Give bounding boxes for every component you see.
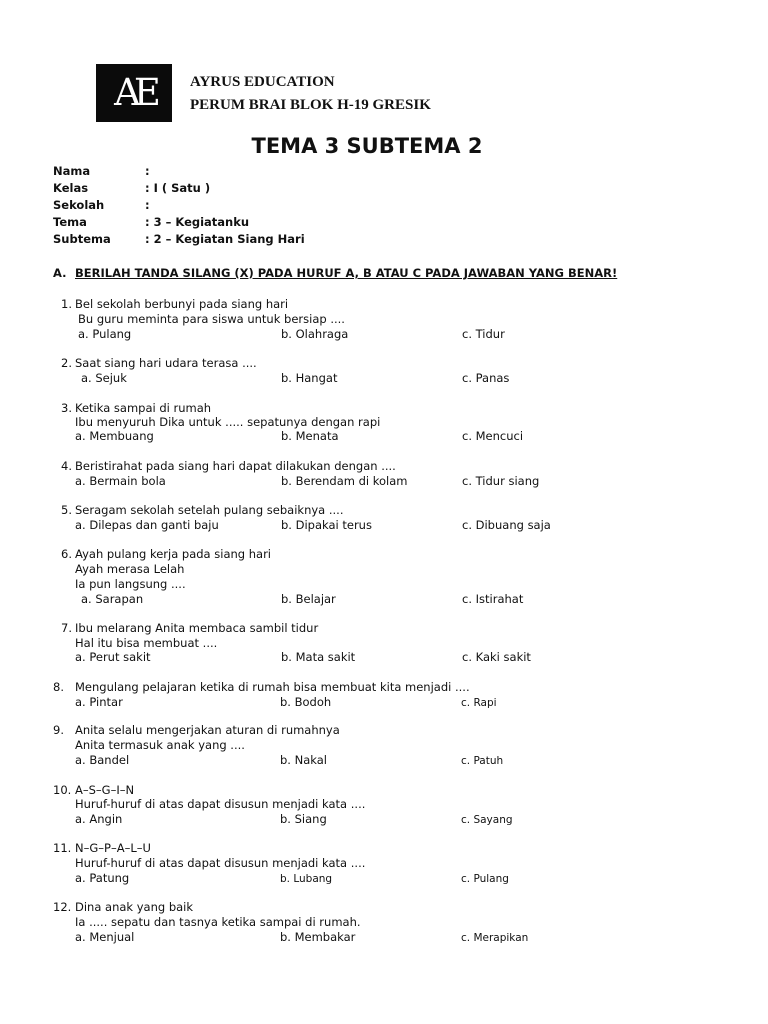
question-number: 4.: [61, 459, 72, 473]
question-text: Ibu menyuruh Dika untuk ..... sepatunya dengan rapi: [75, 415, 381, 429]
identity-label-sekolah: Sekolah: [53, 198, 105, 212]
option-a: a. Dilepas dan ganti baju: [75, 518, 219, 532]
question-text: Ia ..... sepatu dan tasnya ketika sampai di rumah.: [75, 915, 361, 929]
question-text: Dina anak yang baik: [75, 900, 194, 914]
school-logo: [96, 64, 172, 122]
question-text: A–S–G–I–N: [75, 783, 135, 797]
school-name: AYRUS EDUCATION: [190, 74, 335, 90]
identity-label-tema: Tema: [53, 215, 87, 229]
option-a: a. Pulang: [78, 327, 132, 341]
option-b: b. Belajar: [281, 592, 336, 606]
identity-value-subtema: : 2 – Kegiatan Siang Hari: [145, 232, 305, 246]
option-c: c. Tidur: [462, 327, 505, 341]
identity-label-nama: Nama: [53, 164, 91, 178]
question-number: 7.: [61, 621, 72, 635]
question-text: Huruf-huruf di atas dapat disusun menjadi kata ....: [75, 797, 366, 811]
question-text: Anita termasuk anak yang ....: [75, 738, 245, 752]
option-a: a. Membuang: [75, 429, 154, 443]
question-text: N–G–P–A–L–U: [75, 841, 151, 855]
identity-value-nama: :: [145, 164, 150, 178]
question-text: Ayah merasa Lelah: [75, 562, 185, 576]
identity-label-subtema: Subtema: [53, 232, 111, 246]
option-c: c. Pulang: [461, 873, 509, 885]
question-number: 9.: [53, 723, 64, 737]
option-b: b. Dipakai terus: [281, 518, 372, 532]
option-a: a. Perut sakit: [75, 650, 151, 664]
question-text: Ibu melarang Anita membaca sambil tidur: [75, 621, 319, 635]
question-text: Hal itu bisa membuat ....: [75, 636, 218, 650]
option-c: c. Istirahat: [462, 592, 524, 606]
question-number: 6.: [61, 547, 72, 561]
option-a: a. Sarapan: [81, 592, 144, 606]
option-b: b. Olahraga: [281, 327, 349, 341]
question-text: Bu guru meminta para siswa untuk bersiap ....: [78, 312, 345, 326]
question-number: 12.: [53, 900, 72, 914]
option-c: c. Merapikan: [461, 932, 529, 944]
option-a: a. Pintar: [75, 695, 123, 709]
option-b: b. Nakal: [280, 753, 327, 767]
question-text: Bel sekolah berbunyi pada siang hari: [75, 297, 289, 311]
option-b: b. Membakar: [280, 930, 356, 944]
question-number: 5.: [61, 503, 72, 517]
section-instruction: BERILAH TANDA SILANG (X) PADA HURUF A, B ATAU C PADA JAWABAN YANG BENAR!: [75, 266, 618, 280]
option-c: c. Sayang: [461, 814, 513, 826]
option-a: a. Angin: [75, 812, 123, 826]
question-number: 8.: [53, 680, 64, 694]
question-text: Saat siang hari udara terasa ....: [75, 356, 257, 370]
question-number: 2.: [61, 356, 72, 370]
question-text: Ayah pulang kerja pada siang hari: [75, 547, 271, 561]
option-a: a. Bandel: [75, 753, 130, 767]
option-a: a. Bermain bola: [75, 474, 166, 488]
logo-text: AE: [114, 71, 154, 114]
question-number: 3.: [61, 401, 72, 415]
question-number: 1.: [61, 297, 72, 311]
option-b: b. Mata sakit: [281, 650, 356, 664]
option-c: c. Mencuci: [462, 429, 524, 443]
option-b: b. Siang: [280, 812, 327, 826]
question-text: Anita selalu mengerjakan aturan di rumahnya: [75, 723, 340, 737]
option-a: a. Menjual: [75, 930, 135, 944]
option-b: b. Berendam di kolam: [281, 474, 408, 488]
identity-value-sekolah: :: [145, 198, 150, 212]
option-c: c. Kaki sakit: [462, 650, 531, 664]
option-c: c. Patuh: [461, 755, 504, 767]
question-text: Seragam sekolah setelah pulang sebaiknya ....: [75, 503, 344, 517]
question-text: Huruf-huruf di atas dapat disusun menjadi kata ....: [75, 856, 366, 870]
question-text: Beristirahat pada siang hari dapat dilakukan dengan ....: [75, 459, 396, 473]
option-b: b. Bodoh: [280, 695, 332, 709]
option-b: b. Hangat: [281, 371, 338, 385]
option-c: c. Panas: [462, 371, 510, 385]
identity-value-kelas: : I ( Satu ): [145, 181, 211, 195]
option-c: c. Rapi: [461, 697, 497, 709]
option-b: b. Menata: [281, 429, 339, 443]
option-c: c. Tidur siang: [462, 474, 540, 488]
page-title: TEMA 3 SUBTEMA 2: [251, 134, 483, 158]
question-text: Ketika sampai di rumah: [75, 401, 212, 415]
question-number: 11.: [53, 841, 72, 855]
identity-label-kelas: Kelas: [53, 181, 89, 195]
option-a: a. Sejuk: [81, 371, 127, 385]
option-b: b. Lubang: [280, 873, 333, 885]
question-number: 10.: [53, 783, 72, 797]
question-text: Mengulang pelajaran ketika di rumah bisa membuat kita menjadi ....: [75, 680, 470, 694]
section-marker: A.: [53, 266, 67, 280]
option-a: a. Patung: [75, 871, 130, 885]
question-text: Ia pun langsung ....: [75, 577, 186, 591]
school-address: PERUM BRAI BLOK H-19 GRESIK: [190, 97, 431, 113]
identity-value-tema: : 3 – Kegiatanku: [145, 215, 250, 229]
option-c: c. Dibuang saja: [462, 518, 551, 532]
